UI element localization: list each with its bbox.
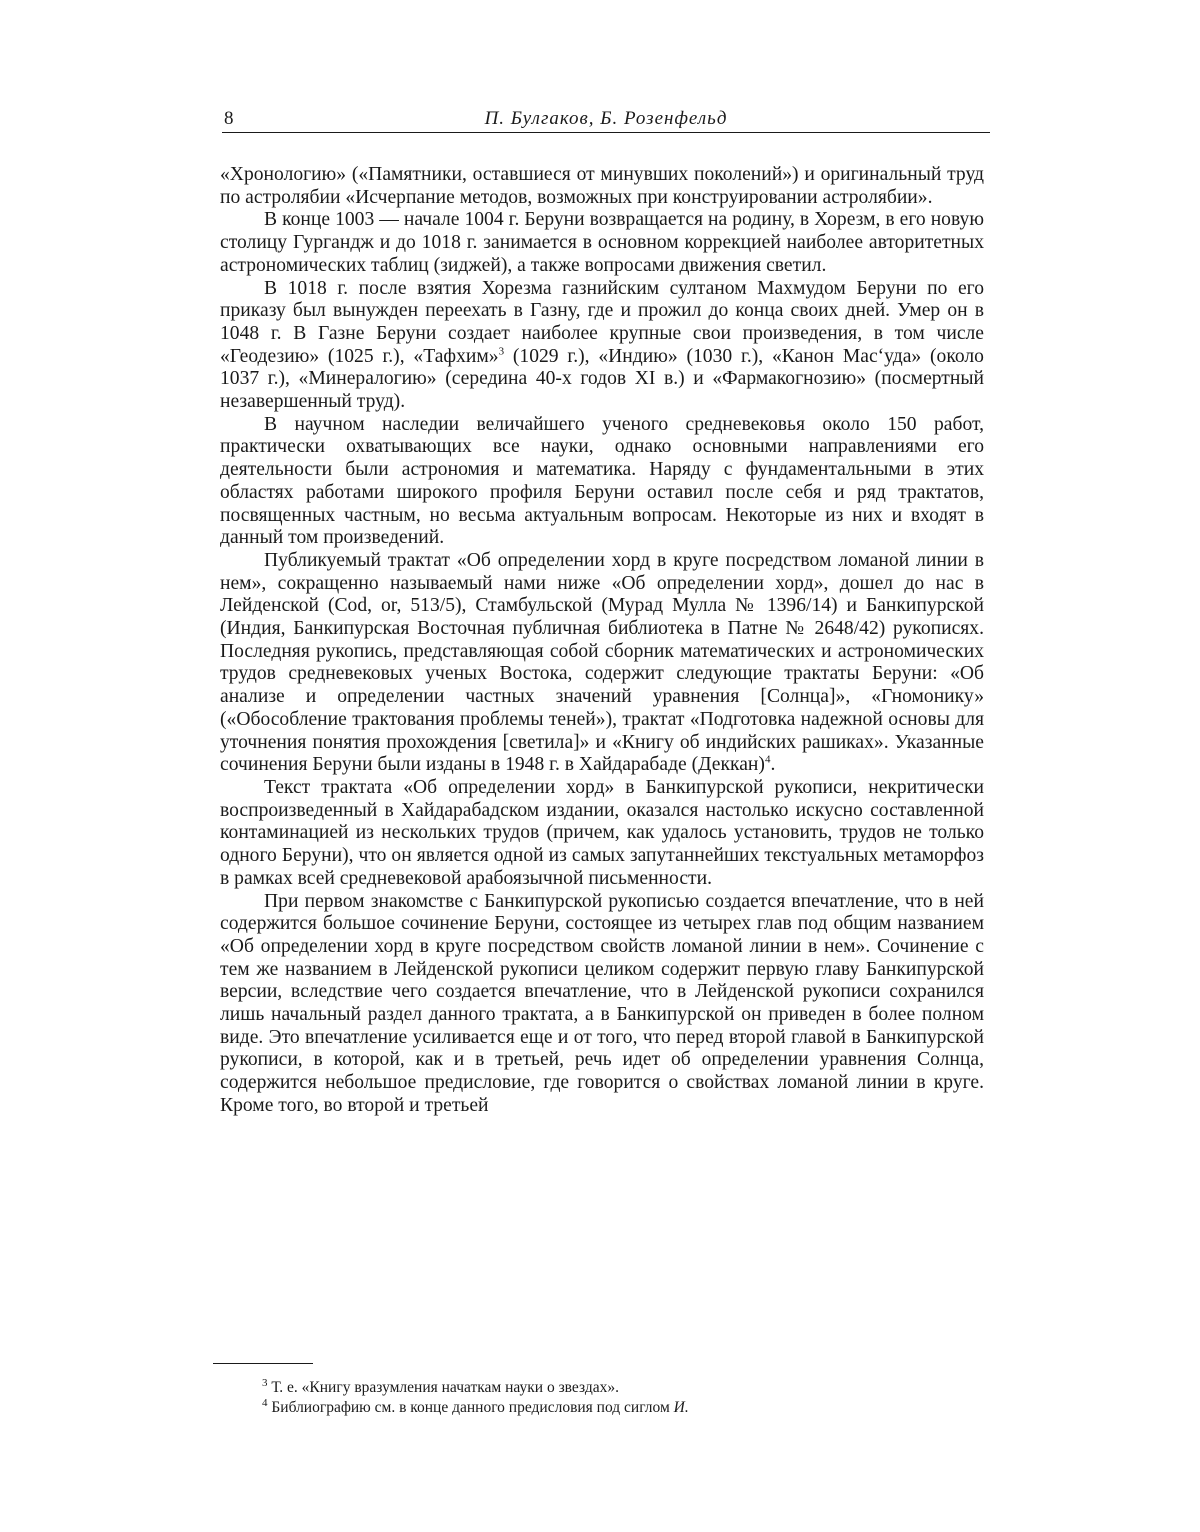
paragraph	[220, 278, 984, 414]
paragraph-text: .	[770, 754, 776, 776]
footnote-sigla: И.	[673, 1399, 689, 1416]
footnote-text: Т. е. «Книгу вразумления начаткам науки о звездах».	[271, 1379, 619, 1396]
paragraph-text: В 1018 г. после взятия Хорезма газнийским султаном Махмудом Беруни по его приказу был вынужден переехать в Газну, где и прожил до конца своих дней. Умер он в 1048 г. В Газне Беруни создает наиболее крупные свои произведения, в том числе «Геодезию» (1025 г.), «Тафхим»	[220, 277, 984, 367]
paragraph-text: Публикуемый трактат «Об определении хорд в круге посредством ломаной линии в нем», сокращенно называемый нами ниже «Об определении хорд», дошел до нас в Лейденской (Cod, or, 513/5), Стамбульской (Мурад Мулла № 1396/14) и Банкипурской (Индия, Банкипурская Восточная публичная библиотека в Патне № 2648/42) рукописях. Последняя рукопись, представляющая собой сборник математических и астрономических трудов средневековых ученых Востока, содержит следующие трактаты Беруни: «Об анализе и определении частных значений уравнения [Солнца]», «Гномонику» («Обособление трактования проблемы теней»), трактат «Подготовка надежной основы для уточнения понятия прохождения [светила]» и «Книгу об индийских рашиках». Указанные сочинения Беруни были изданы в 1948 г. в Хайдарабаде (Деккан)	[220, 549, 984, 776]
paragraph: При первом знакомстве с Банкипурской рукописью создается впечатление, что в ней содержится большое сочинение Беруни, состоящее из четырех глав под общим названием «Об определении хорд в круге посредством свойств ломаной линии в нем». Сочинение с тем же названием в Лейденской рукописи целиком содержит первую главу Банкипурской версии, вследствие чего создается впечатление, что в Лейденской рукописи сохранился лишь начальный раздел данного трактата, а в Банкипурской он приведен в более полном виде. Это впечатление усиливается еще и от того, что перед второй главой в Банкипурской рукописи, в которой, как и в третьей, речь идет об определении уравнения Солнца, содержится небольшое предисловие, где говорится о свойствах ломаной линии в круге. Кроме того, во второй и третьей	[220, 890, 984, 1116]
paragraph: В научном наследии величайшего ученого средневековья около 150 работ, практически охватывающих все науки, однако основными направлениями его деятельности были астрономия и математика. Наряду с фундаментальными в этих областях работами широкого профиля Беруни оставил после себя и ряд трактатов, посвященных частным, но весьма актуальным вопросам. Некоторые из них и входят в данный том произведений.	[220, 413, 984, 549]
footnote-ref[interactable]: 3	[498, 345, 505, 358]
footnotes	[262, 1378, 992, 1418]
footnote-mark: 3	[262, 1376, 268, 1389]
paragraph: «Хронологию» («Памятники, оставшиеся от минувших поколений») и оригинальный труд по астролябии «Исчерпание методов, возможных при конструировании астролябии».	[220, 164, 984, 208]
main-text	[220, 164, 984, 1118]
paragraph: Текст трактата «Об определении хорд» в Банкипурской рукописи, некритически воспроизведенный в Хайдарабадском издании, оказался настолько искусно составленной контаминацией из нескольких трудов (причем, как удалось установить, трудов не только одного Беруни), что он является одной из самых запутаннейших текстуальных метаморфоз в рамках всей средневековой арабоязычной письменности.	[220, 776, 984, 889]
paragraph-text: (1029 г.), «Индию» (1030 г.), «Канон Мас‘уда» (около 1037 г.), «Минералогию» (середина 40-х годов XI в.) и «Фармакогнозию» (посмертный незавершенный труд).	[220, 345, 984, 413]
running-header	[222, 108, 990, 133]
footnote-ref[interactable]: 4	[764, 753, 771, 766]
page-number: 8	[224, 108, 234, 129]
paragraph: В конце 1003 — начале 1004 г. Беруни возвращается на родину, в Хорезм, в его новую столицу Гургандж и до 1018 г. занимается в основном коррекцией наиболее авторитетных астрономических таблиц (зиджей), а также вопросами движения светил.	[220, 209, 984, 276]
paragraph	[220, 550, 984, 777]
footnote-text: Библиографию см. в конце данного предисловия под сиглом	[271, 1399, 674, 1416]
footnote	[262, 1398, 992, 1418]
footnote-divider	[213, 1363, 313, 1364]
footnote	[262, 1378, 992, 1398]
running-title: П. Булгаков, Б. Розенфельд	[484, 108, 728, 129]
footnote-mark: 4	[262, 1396, 268, 1409]
